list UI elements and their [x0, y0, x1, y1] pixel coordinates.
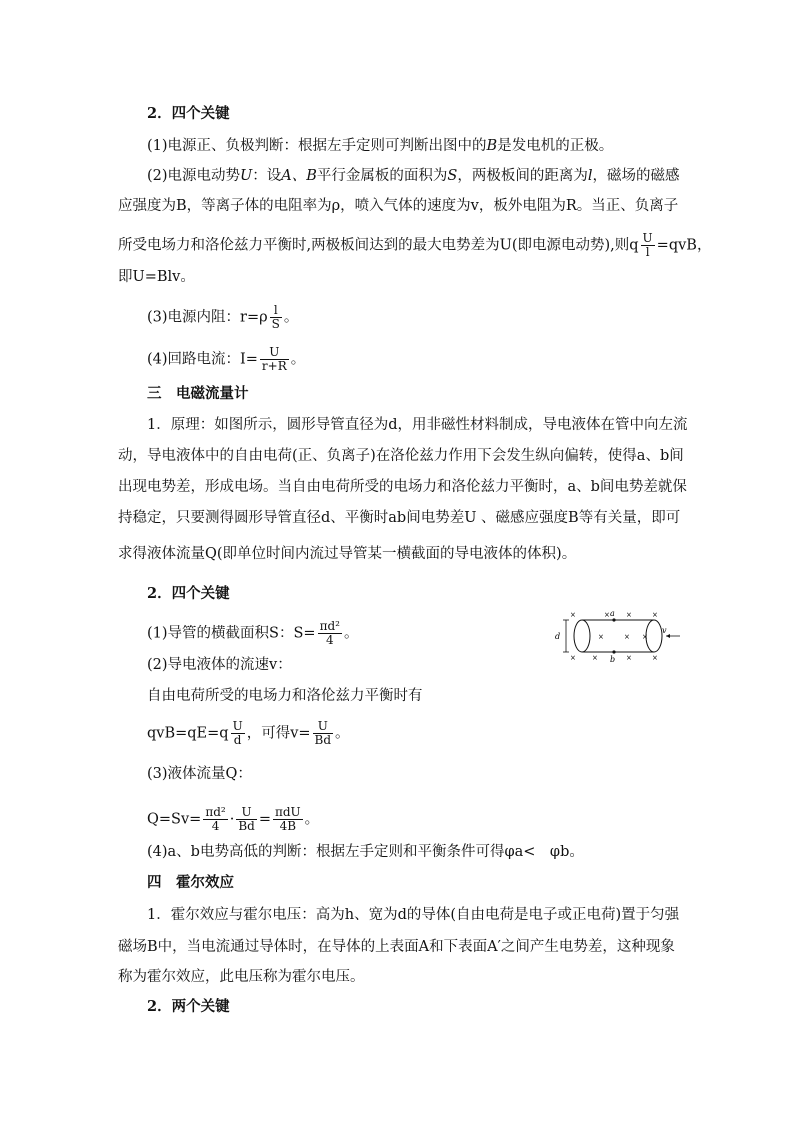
numerator: πd²	[205, 805, 226, 819]
paragraph: 1．原理：如图所示，圆形导管直径为d，用非磁性材料制成，导电液体在管中向左流	[147, 417, 688, 433]
section-heading: 2．四个关键	[147, 585, 230, 602]
label-a: a	[610, 609, 615, 618]
text: ，两极板间的距离为	[457, 168, 588, 184]
electrode-a	[612, 618, 615, 621]
b-field-mark: ×	[626, 654, 632, 662]
fraction	[641, 232, 655, 259]
text: 。	[335, 725, 350, 742]
paragraph	[147, 136, 613, 156]
flow-arrow-head	[666, 634, 670, 638]
denominator: 4	[211, 819, 220, 833]
fraction	[313, 720, 334, 747]
denominator: 4	[325, 633, 334, 647]
text: 。	[283, 309, 299, 326]
paragraph	[147, 304, 298, 331]
paragraph: 应强度为B，等离子体的电阻率为ρ，喷入气体的速度为v，板外电阻为R。当正、负离子	[118, 198, 679, 214]
text: A、B	[281, 168, 317, 184]
paragraph	[147, 346, 305, 373]
text: 所受电场力和洛伦兹力平衡时,两极板间达到的最大电势差为U(即电源电动势),则q	[118, 237, 639, 254]
text: 平行金属板的面积为	[316, 168, 448, 184]
paragraph	[147, 720, 350, 747]
fraction	[318, 620, 342, 647]
paragraph	[147, 620, 358, 647]
text: Q=Sv=	[147, 811, 202, 828]
numerator: U	[313, 720, 334, 734]
paragraph: 1．霍尔效应与霍尔电压：高为h、宽为d的导体(自由电荷是电子或正电荷)置于匀强	[147, 907, 680, 923]
b-field-mark: ×	[570, 654, 576, 662]
section-heading: 四 霍尔效应	[147, 874, 234, 891]
text: 。	[343, 625, 359, 642]
numerator: U	[236, 806, 257, 820]
text: ，可得v=	[246, 725, 311, 742]
text: =qvB，	[656, 237, 712, 254]
text: U	[240, 168, 253, 184]
paragraph: (3)液体流量Q：	[147, 766, 252, 782]
pipe-figure	[552, 608, 684, 664]
text: B	[486, 138, 498, 154]
fraction	[236, 806, 257, 833]
paragraph: 持稳定，只要测得圆形导管直径d、平衡时ab间电势差U 、磁感应强度B等有关量，即可	[118, 510, 681, 526]
b-field-mark: ×	[598, 633, 604, 641]
paragraph: (2)导电液体的流速v：	[147, 657, 292, 673]
paragraph	[147, 806, 319, 833]
text: (2)电源电动势	[147, 168, 241, 184]
paragraph	[118, 232, 711, 259]
b-field-mark: ×	[652, 611, 658, 619]
text: S	[447, 168, 458, 184]
paragraph: 称为霍尔效应，此电压称为霍尔电压。	[118, 969, 365, 985]
denominator: 4B	[279, 819, 297, 833]
section-heading: 2．四个关键	[147, 105, 230, 122]
paragraph: (4)a、b电势高低的判断：根据左手定则和平衡条件可得φa< φb。	[147, 844, 584, 860]
numerator: U	[260, 346, 289, 360]
fraction	[203, 806, 227, 833]
text: qvB=qE=q	[147, 725, 229, 742]
pipe-left-end	[574, 620, 590, 652]
denominator: d	[233, 733, 242, 747]
text: (1)导管的横截面积S：S=	[147, 625, 316, 642]
paragraph: 即U=Blv。	[118, 269, 195, 285]
b-field-mark: ×	[652, 654, 658, 662]
numerator: U	[232, 719, 243, 733]
electrode-b	[612, 650, 615, 653]
denominator: Bd	[238, 819, 255, 833]
text: 是发电机的正极。	[497, 138, 614, 154]
b-field-mark: ×	[592, 654, 598, 662]
paragraph: 求得液体流量Q(即单位时间内流过导管某一横截面的导电液体的体积)。	[118, 546, 577, 562]
text: ·	[229, 811, 235, 828]
paragraph: 自由电荷所受的电场力和洛伦兹力平衡时有	[147, 688, 423, 704]
text: (1)电源正、负极判断：根据左手定则可判断出图中的	[147, 138, 487, 154]
fraction	[260, 346, 289, 373]
section-heading: 2．两个关键	[147, 998, 230, 1015]
label-v: v	[662, 626, 667, 635]
b-field-mark: ×	[642, 633, 648, 641]
pipe-right-end	[646, 620, 662, 652]
paragraph: 动，导电液体中的自由电荷(正、负离子)在洛伦兹力作用下会发生纵向偏转，使得a、b间	[118, 448, 684, 464]
text: (3)电源内阻：r=ρ	[147, 309, 268, 326]
text: l	[587, 168, 593, 184]
label-b: b	[610, 655, 616, 664]
paragraph	[147, 166, 680, 186]
denominator: S	[271, 317, 280, 331]
text: 。	[290, 351, 306, 368]
fraction	[273, 806, 303, 833]
text: =	[258, 811, 271, 828]
text: ：设	[252, 168, 282, 184]
numerator: πdU	[274, 805, 301, 819]
flowmeter-diagram	[552, 608, 684, 664]
b-field-mark: ×	[624, 633, 630, 641]
b-field-mark: ×	[604, 611, 610, 619]
section-heading: 三 电磁流量计	[147, 385, 249, 402]
denominator: Bd	[314, 733, 332, 747]
paragraph: 磁场B中，当电流通过导体时，在导体的上表面A和下表面A′之间产生电势差，这种现象	[118, 939, 675, 955]
text: 。	[304, 811, 320, 828]
text: (4)回路电流：I=	[147, 351, 258, 368]
fraction	[231, 720, 245, 747]
b-field-mark: ×	[570, 611, 576, 619]
numerator: U	[642, 231, 653, 245]
paragraph: 出现电势差，形成电场。当自由电荷所受的电场力和洛伦兹力平衡时，a、b间电势差就保	[118, 479, 687, 495]
denominator: l	[645, 245, 650, 259]
label-d: d	[555, 632, 561, 641]
numerator: l	[270, 304, 282, 318]
denominator: r+R	[261, 359, 287, 373]
numerator: πd²	[319, 619, 340, 633]
fraction	[270, 304, 282, 331]
text: ，磁场的磁感	[592, 168, 680, 184]
b-field-mark: ×	[626, 611, 632, 619]
